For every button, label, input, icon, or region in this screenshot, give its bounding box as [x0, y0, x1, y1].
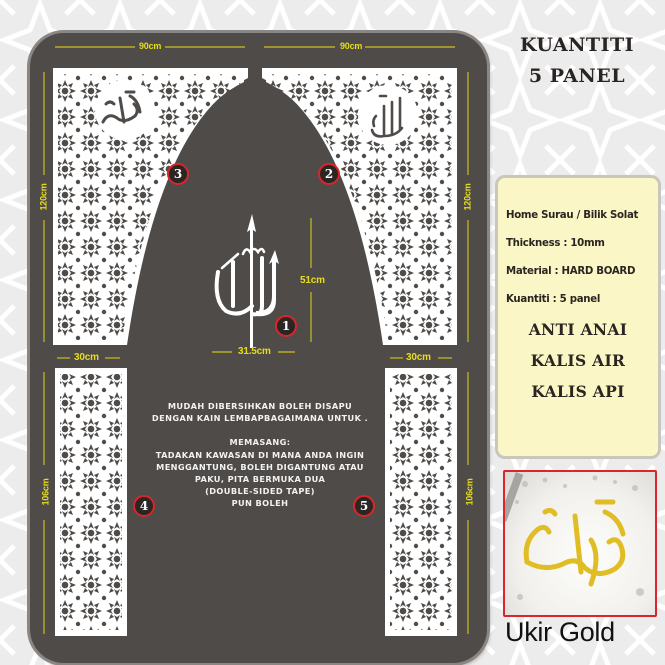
muhammad-medallion: [95, 80, 155, 140]
title-line-1: KUANTITI: [520, 34, 634, 56]
badge-panel-4: 4: [133, 495, 155, 517]
gold-variant-image: [503, 470, 657, 617]
dim-top-left-width: 90cm: [139, 41, 162, 51]
badge-panel-5: 5: [353, 495, 375, 517]
installation-instructions: [150, 400, 370, 510]
instruction-heading: MEMASANG:: [229, 437, 291, 448]
badge-panel-1: 1: [275, 315, 297, 337]
dim-center-height: 51cm: [300, 275, 325, 286]
instruction-line: DENGAN KAIN LEMBAPBAGAIMANA UNTUK .: [151, 413, 369, 424]
dim-bottom-left-height: 106cm: [40, 478, 51, 506]
feature-fireproof: KALIS API: [531, 382, 625, 401]
instruction-line: TADAKAN KAWASAN DI MANA ANDA INGIN: [155, 449, 365, 460]
panel-1-allah-calligraphy-icon: [217, 214, 279, 348]
dim-top-right-width: 90cm: [340, 41, 363, 51]
quantity-title: [497, 30, 657, 92]
dim-bottom-right-width: 30cm: [406, 352, 431, 363]
badge-panel-2: 2: [318, 163, 340, 185]
instruction-line: PUN BOLEH: [231, 498, 289, 509]
dim-top-left-height: 120cm: [38, 183, 49, 211]
instruction-line: PAKU, PITA BERMUKA DUA: [194, 474, 326, 485]
dim-top-right-height: 120cm: [462, 183, 473, 211]
spec-thickness: Thickness : 10mm: [506, 238, 605, 249]
dim-bottom-right-height: 106cm: [464, 478, 475, 506]
dim-center-width: 31.5cm: [238, 346, 271, 357]
gold-variant-label: Ukir Gold: [505, 617, 615, 647]
badge-panel-3: 3: [167, 163, 189, 185]
feature-anti-termite: ANTI ANAI: [528, 320, 628, 339]
spec-info-box: [495, 175, 661, 459]
dim-bottom-left-width: 30cm: [74, 352, 99, 363]
panel-5-bottom-right: [385, 368, 457, 636]
panel-2-top-right: [262, 68, 457, 345]
instruction-line: MUDAH DIBERSIHKAN BOLEH DISAPU: [167, 401, 353, 411]
gold-muhammad-calligraphy-icon: [505, 472, 655, 615]
panel-4-bottom-left: [55, 368, 127, 636]
spec-usage: Home Surau / Bilik Solat: [506, 210, 639, 221]
feature-waterproof: KALIS AIR: [530, 351, 626, 370]
instruction-line: MENGGANTUNG, BOLEH DIGANTUNG ATAU: [156, 461, 364, 472]
spec-material: Material : HARD BOARD: [506, 266, 636, 277]
instruction-line: (DOUBLE-SIDED TAPE): [205, 486, 315, 497]
title-line-2: 5 PANEL: [528, 65, 626, 87]
spec-quantity: Kuantiti : 5 panel: [506, 294, 601, 305]
